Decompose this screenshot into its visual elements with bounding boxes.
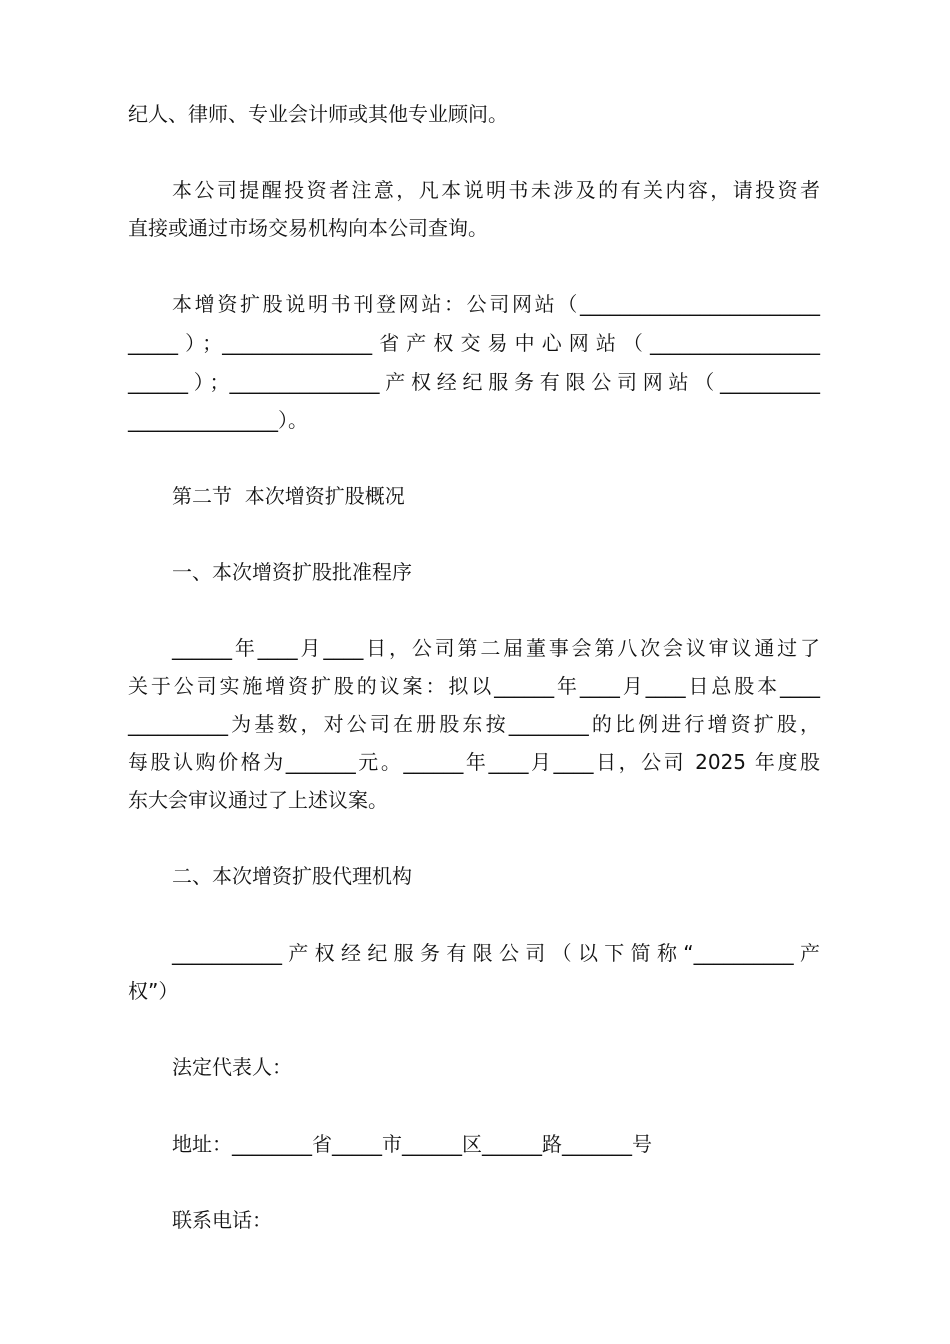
paragraph-line: 本公司提醒投资者注意，凡本说明书未涉及的有关内容，请投资者 xyxy=(172,178,820,202)
paragraph-line: ______）；_______________产权经纪服务有限公司网站（__________ xyxy=(128,370,820,394)
paragraph-line: 每股认购价格为_______元。______年____月____日，公司 2025 年度股 xyxy=(128,750,820,774)
subsection-heading: 二、本次增资扩股代理机构 xyxy=(172,864,412,888)
paragraph-line: 东大会审议通过了上述议案。 xyxy=(128,788,388,812)
paragraph-line: ______年____月____日，公司第二届董事会第八次会议审议通过了 xyxy=(172,636,820,660)
paragraph-line: 关于公司实施增资扩股的议案：拟以______年____月____日总股本____ xyxy=(128,674,820,698)
paragraph-line: 本增资扩股说明书刊登网站：公司网站（________________________ xyxy=(172,292,820,316)
paragraph-line: 直接或通过市场交易机构向本公司查询。 xyxy=(128,216,488,240)
address-field: 地址：________省_____市______区______路_______号 xyxy=(172,1132,652,1156)
phone-field: 联系电话： xyxy=(172,1208,272,1232)
subsection-heading: 一、本次增资扩股批准程序 xyxy=(172,560,412,584)
paragraph-line: 权”） xyxy=(128,979,179,1003)
legal-representative-field: 法定代表人： xyxy=(172,1055,292,1079)
paragraph-line: _______________）。 xyxy=(128,408,308,432)
paragraph-line: _____）；_______________省产权交易中心网站（_________________ xyxy=(128,331,820,355)
paragraph-line: 纪人、律师、专业会计师或其他专业顾问。 xyxy=(128,102,508,126)
paragraph-line: ___________产权经纪服务有限公司（以下简称“__________产 xyxy=(172,941,820,965)
section-heading: 第二节 本次增资扩股概况 xyxy=(172,484,405,508)
paragraph-line: __________为基数，对公司在册股东按________的比例进行增资扩股， xyxy=(128,712,820,736)
